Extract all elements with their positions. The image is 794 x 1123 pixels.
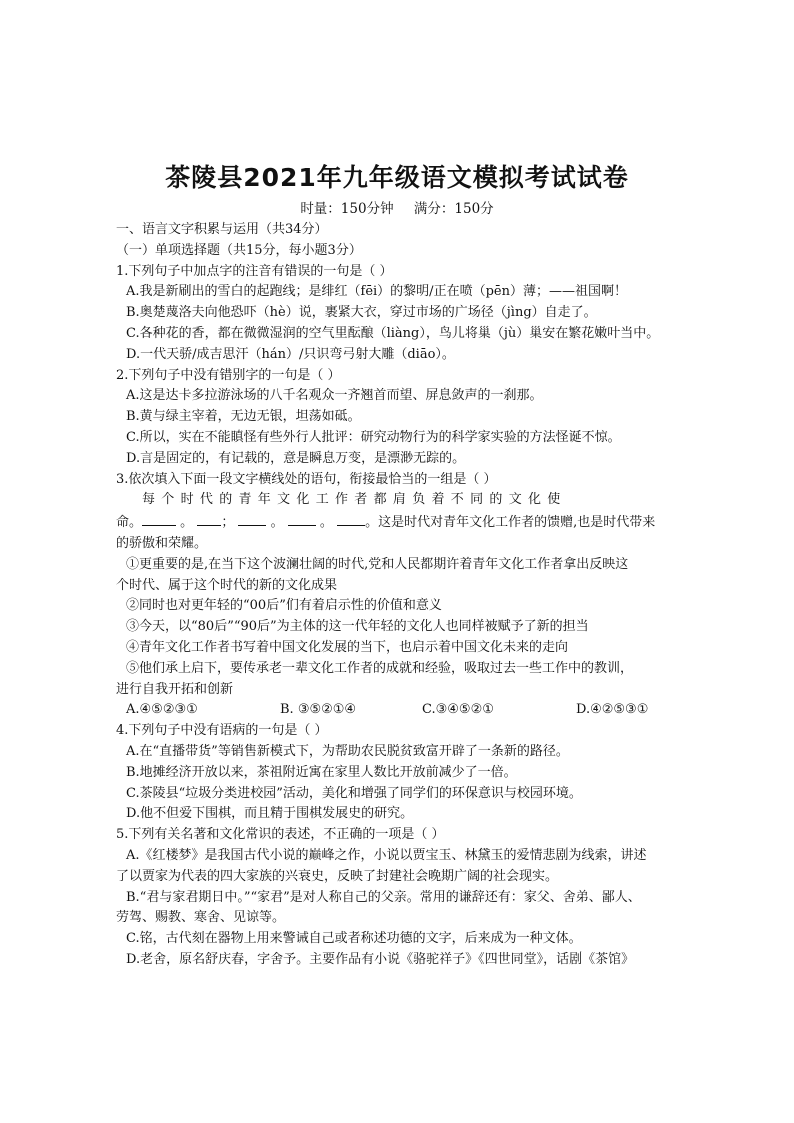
question-3-sentence-1-cont: 个时代、属于这个时代的新的文化成果: [116, 577, 338, 593]
question-3-sentence-5: ⑤他们承上启下，要传承老一辈文化工作者的成就和经验，吸取过去一些工作中的教训，: [126, 660, 634, 676]
question-3-sentence-5-cont: 进行自我开拓和创新: [116, 681, 234, 697]
question-1-option-a: A.我是新刷出的雪白的起跑线；是绯红（fēi）的黎明/正在喷（pēn）薄；——祖国啊！: [126, 284, 627, 300]
question-5-option-a-cont: 了以贾家为代表的四大家族的兴衰史，反映了封建社会晚期广阔的社会现实。: [116, 868, 559, 884]
question-2-stem: 2.下列句子中没有错别字的一句是（ ）: [116, 367, 341, 383]
passage-text: 。: [180, 515, 194, 531]
question-3-sentence-2: ②同时也对更年轻的“00后”们有着启示性的价值和意义: [126, 598, 442, 614]
question-4-option-a: A.在“直播带货”等销售新模式下，为帮助农民脱贫致富开辟了一条新的路径。: [126, 743, 569, 759]
question-2-option-d: D.言是固定的，有记载的，意是瞬息万变，是漂渺无踪的。: [126, 450, 466, 466]
question-1-option-d: D.一代天骄/成吉思汗（hán）/只识弯弓射大雕（diāo）。: [126, 346, 455, 362]
question-5-option-b-cont: 劳驾、赐教、寒舍、见谅等。: [116, 910, 286, 926]
question-5-option-c: C.铭，古代刻在器物上用来警诫自己或者称述功德的文字，后来成为一种文体。: [126, 931, 582, 947]
passage-text: ；: [221, 515, 235, 531]
passage-text: 命。: [116, 515, 143, 531]
fill-blank: [142, 511, 176, 526]
question-5-option-a: A.《红楼梦》是我国古代小说的巅峰之作，小说以贾宝玉、林黛玉的爱情悲剧为线索，讲述: [126, 847, 647, 863]
question-3-sentence-4: ④青年文化工作者书写着中国文化发展的当下，也启示着中国文化未来的走向: [126, 639, 569, 655]
fill-blank: [337, 511, 365, 526]
question-3-option-c: C.③④⑤②①: [422, 702, 494, 718]
question-3-option-a: A.④⑤②③①: [126, 702, 198, 718]
fill-blank: [288, 511, 316, 526]
question-3-stem: 3.依次填入下面一段文字横线处的语句，衔接最恰当的一组是（ ）: [116, 471, 497, 487]
question-3-passage-line-3: 的骄傲和荣耀。: [116, 535, 208, 551]
question-2-option-c: C.所以，实在不能瞋怪有些外行人批评：研究动物行为的科学家实验的方法怪诞不惊。: [126, 429, 621, 445]
section-heading: 一、语言文字积累与运用（共34分）: [116, 222, 328, 237]
time-limit: 时量：150分钟: [300, 201, 394, 217]
fill-blank: [238, 511, 266, 526]
question-3-options: [116, 700, 684, 721]
question-5-option-b: B.“君与家君期日中。”“家君”是对人称自己的父亲。常用的谦辞还有：家父、舍弟、鄙人、: [126, 889, 641, 905]
question-2-option-a: A.这是达卡多拉游泳场的八千名观众一齐翘首而望、屏息敛声的一刹那。: [126, 388, 543, 404]
subsection-heading: （一）单项选择题（共15分，每小题3分）: [116, 242, 362, 258]
question-4-stem: 4.下列句子中没有语病的一句是（ ）: [116, 723, 328, 739]
passage-text: 。: [319, 515, 333, 531]
passage-text: 。这是时代对青年文化工作者的馈赠,也是时代带来: [365, 515, 656, 531]
question-4-option-b: B.地摊经济开放以来，茶祖附近寓在家里人数比开放前减少了一倍。: [126, 764, 517, 780]
question-5-stem: 5.下列有关名著和文化常识的表述，不正确的一项是（ ）: [116, 827, 445, 843]
passage-text: 。: [270, 515, 284, 531]
full-score: 满分：150分: [413, 201, 494, 217]
question-1-option-c: C.各种花的香，都在微微湿润的空气里酝酿（liàng），鸟儿将巢（jù）巢安在繁花嫩叶当中。: [126, 325, 660, 341]
question-1-option-b: B.奥楚蔑洛夫向他恐吓（hè）说，裹紧大衣，穿过市场的广场径（jìng）自走了。: [126, 305, 597, 321]
question-3-sentence-3: ③今天，以“80后”“90后”为主体的这一代年轻的文化人也同样被赋予了新的担当: [126, 619, 589, 635]
exam-title: 茶陵县2021年九年级语文模拟考试试卷: [165, 163, 629, 192]
exam-meta: [0, 197, 794, 217]
question-3-passage-line-1: 每个时代的青年文化工作者都肩负着不同的文化使: [142, 492, 567, 508]
question-4-option-d: D.他不但爱下围棋，而且精于围棋发展史的研究。: [126, 806, 414, 822]
question-1-stem: 1.下列句子中加点字的注音有错误的一句是（ ）: [116, 263, 393, 279]
exam-content: [116, 220, 684, 971]
question-2-option-b: B.黄与绿主宰着，无边无银，坦荡如砥。: [126, 409, 361, 425]
question-3-passage-line-2: [116, 511, 684, 534]
question-3-option-b: B. ③⑤②①④: [280, 702, 357, 718]
question-3-sentence-1: ①更重要的是,在当下这个波澜壮阔的时代,党和人民都期许着青年文化工作者拿出反映这: [126, 556, 629, 572]
question-3-option-d: D.④②⑤③①: [576, 702, 649, 718]
question-4-option-c: C.茶陵县“垃圾分类进校园”活动，美化和增强了同学们的环保意识与校园环境。: [126, 785, 582, 801]
fill-blank: [197, 511, 221, 526]
question-5-option-d: D.老舍，原名舒庆春，字舍予。主要作品有小说《骆驼祥子》《四世同堂》，话剧《茶馆》: [126, 951, 635, 967]
